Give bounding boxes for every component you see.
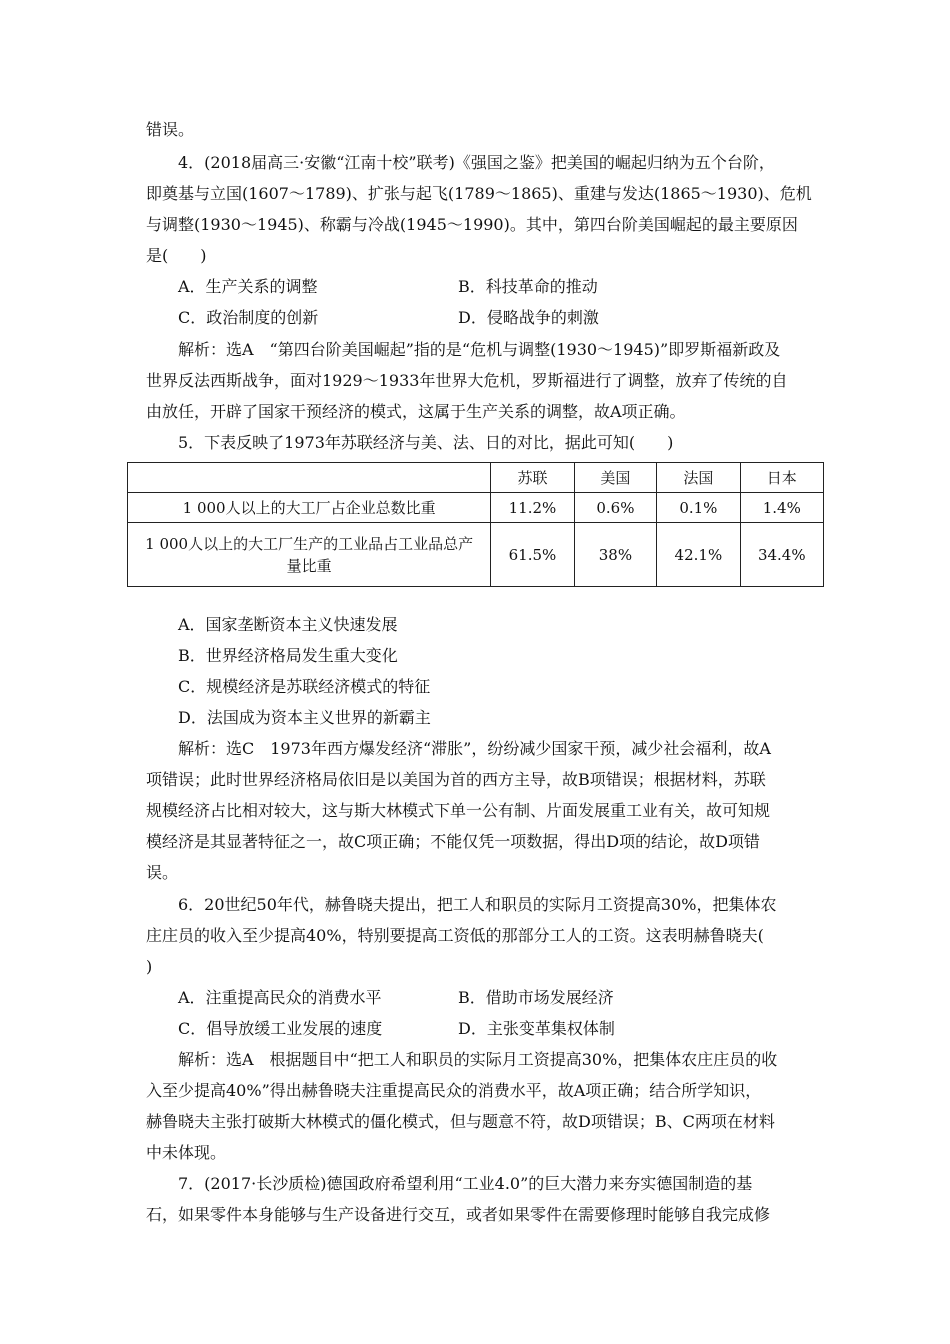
q6-analysis-line-4: 中未体现。 [146, 1143, 227, 1162]
table-header-japan: 日本 [740, 463, 823, 493]
table-cell: 1.4% [740, 493, 823, 523]
q6-analysis-line-3: 赫鲁晓夫主张打破斯大林模式的僵化模式，但与题意不符，故D项错误；B、C两项在材料 [146, 1112, 775, 1131]
q5-option-b: B．世界经济格局发生重大变化 [178, 646, 398, 665]
q6-option-a: A．注重提高民众的消费水平 [178, 988, 382, 1007]
q4-stem-line-1: 4．(2018届高三·安徽“江南十校”联考)《强国之鉴》把美国的崛起归纳为五个台阶， [178, 153, 775, 172]
q5-analysis-line-5: 误。 [146, 863, 179, 882]
q4-option-c: C．政治制度的创新 [178, 308, 319, 327]
q5-option-a: A．国家垄断资本主义快速发展 [178, 615, 398, 634]
table-row [128, 523, 824, 587]
q5-option-d: D．法国成为资本主义世界的新霸主 [178, 708, 431, 727]
q4-option-b: B．科技革命的推动 [458, 277, 598, 296]
table-cell: 34.4% [740, 523, 823, 587]
q6-stem-line-3: ) [146, 957, 153, 976]
q5-analysis-line-4: 模经济是其显著特征之一，故C项正确；不能仅凭一项数据，得出D项的结论，故D项错 [146, 832, 760, 851]
table-row-label: 1 000人以上的大工厂占企业总数比重 [128, 493, 491, 523]
table-row-label [128, 523, 491, 587]
q4-stem-line-4: 是( ) [146, 246, 207, 265]
table-cell: 0.6% [574, 493, 657, 523]
q4-analysis-line-1: 解析：选A “第四台阶美国崛起”指的是“危机与调整(1930～1945)”即罗斯福新政及 [178, 340, 781, 359]
q7-stem-line-2: 石，如果零件本身能够与生产设备进行交互，或者如果零件在需要修理时能够自我完成修 [146, 1205, 771, 1224]
q6-option-b: B．借助市场发展经济 [458, 988, 614, 1007]
q6-stem-line-2: 庄庄员的收入至少提高40%，特别要提高工资低的那部分工人的工资。这表明赫鲁晓夫( [146, 926, 764, 945]
q6-option-d: D．主张变革集权体制 [458, 1019, 615, 1038]
comparison-table [127, 462, 824, 587]
table-cell: 0.1% [657, 493, 740, 523]
q4-analysis-line-2: 世界反法西斯战争，面对1929～1933年世界大危机，罗斯福进行了调整，放弃了传统的自 [146, 371, 788, 390]
table-cell: 38% [574, 523, 657, 587]
table-header-empty [128, 463, 491, 493]
table-row-label-line-1: 1 000人以上的大工厂生产的工业品占工业品总产 [145, 534, 474, 553]
paragraph-continuation: 错误。 [146, 120, 195, 139]
table-header-france: 法国 [657, 463, 740, 493]
q6-option-c: C．倡导放缓工业发展的速度 [178, 1019, 383, 1038]
q4-stem-line-3: 与调整(1930～1945)、称霸与冷战(1945～1990)。其中，第四台阶美国崛起的最主要原因 [146, 215, 798, 234]
table-row-label-line-2: 量比重 [286, 556, 332, 575]
q6-stem-line-1: 6．20世纪50年代，赫鲁晓夫提出，把工人和职员的实际月工资提高30%，把集体农 [178, 895, 777, 914]
q6-analysis-line-1: 解析：选A 根据题目中“把工人和职员的实际月工资提高30%，把集体农庄庄员的收 [178, 1050, 778, 1069]
q5-option-c: C．规模经济是苏联经济模式的特征 [178, 677, 431, 696]
table-header-ussr: 苏联 [491, 463, 574, 493]
q6-analysis-line-2: 入至少提高40%”得出赫鲁晓夫注重提高民众的消费水平，故A项正确；结合所学知识， [146, 1081, 762, 1100]
table-row [128, 493, 824, 523]
table-cell: 42.1% [657, 523, 740, 587]
q4-analysis-line-3: 由放任，开辟了国家干预经济的模式，这属于生产关系的调整，故A项正确。 [146, 402, 686, 421]
q5-analysis-line-1: 解析：选C 1973年西方爆发经济“滞胀”，纷纷减少国家干预，减少社会福利，故A [178, 739, 771, 758]
q5-analysis-line-2: 项错误；此时世界经济格局依旧是以美国为首的西方主导，故B项错误；根据材料，苏联 [146, 770, 766, 789]
table-header-usa: 美国 [574, 463, 657, 493]
table-cell: 61.5% [491, 523, 574, 587]
table-header-row [128, 463, 824, 493]
table-cell: 11.2% [491, 493, 574, 523]
q5-stem: 5．下表反映了1973年苏联经济与美、法、日的对比，据此可知( ) [178, 433, 674, 452]
q4-option-d: D．侵略战争的刺激 [458, 308, 599, 327]
q4-option-a: A．生产关系的调整 [178, 277, 318, 296]
q7-stem-line-1: 7．(2017·长沙质检)德国政府希望利用“工业4.0”的巨大潜力来夯实德国制造的基 [178, 1174, 753, 1193]
q5-analysis-line-3: 规模经济占比相对较大，这与斯大林模式下单一公有制、片面发展重工业有关，故可知规 [146, 801, 771, 820]
q4-stem-line-2: 即奠基与立国(1607～1789)、扩张与起飞(1789～1865)、重建与发达(1865～1930)、危机 [146, 184, 812, 203]
